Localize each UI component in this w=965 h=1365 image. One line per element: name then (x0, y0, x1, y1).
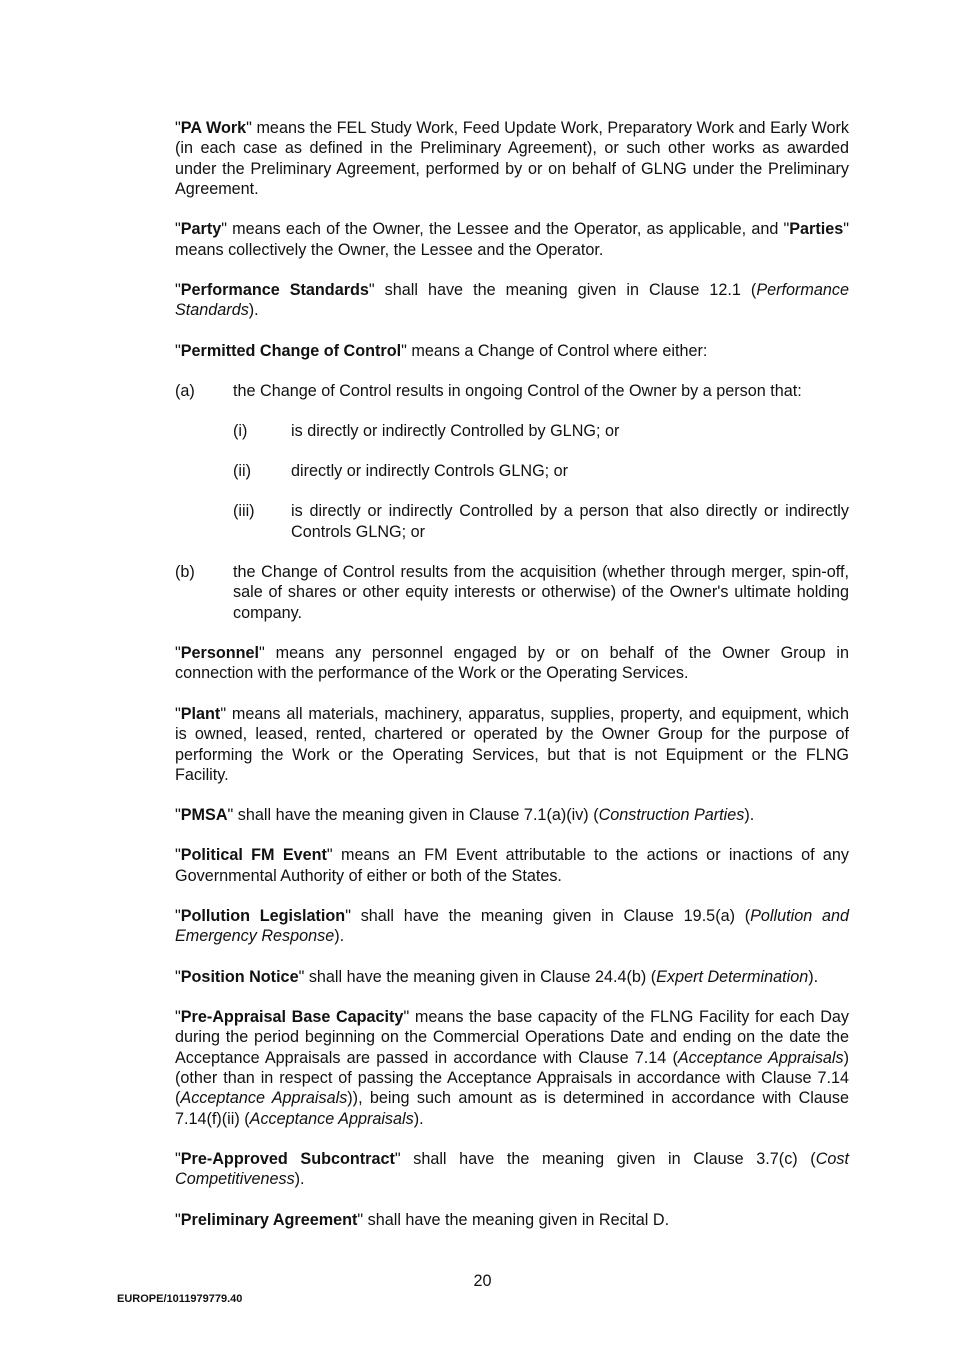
definition-preliminary-agreement: "Preliminary Agreement" shall have the meaning given in Recital D. (175, 1210, 670, 1229)
list-label: (a) (175, 381, 195, 400)
defined-term: Pre-Appraisal Base Capacity (180, 1007, 404, 1026)
clause-reference: Acceptance Appraisals (677, 1048, 844, 1067)
definition-performance-standards: "Performance Standards" shall have the meaning given in Clause 12.1 (Performance Standards). (175, 281, 849, 320)
definition-permitted-change-of-control: "Permitted Change of Control" means a Change of Control where either: (175, 341, 708, 360)
document-reference: EUROPE/1011979779.40 (117, 1293, 243, 1305)
defined-term: Performance Standards (180, 281, 369, 300)
list-item-a (175, 381, 849, 401)
defined-term: Political FM Event (180, 846, 327, 865)
defined-term: PMSA (180, 806, 228, 825)
definition-pollution-legislation: "Pollution Legislation" shall have the meaning given in Clause 19.5(a) (Pollution and Emergency Response). (175, 906, 849, 946)
definition-pa-work: "PA Work" means the FEL Study Work, Feed Update Work, Preparatory Work and Early Work (in each case as defined in the Preliminary Agreement), or such other works as awarded under the Preliminary Agreement, performed by or on behalf of GLNG under the Preliminary Agreement. (175, 119, 849, 199)
clause-reference: Construction Parties (598, 806, 745, 825)
list-label: (b) (175, 563, 195, 582)
clause-reference: Performance Standards (175, 281, 849, 320)
list-label: (iii) (233, 502, 255, 521)
list-text: the Change of Control results from the acquisition (whether through merger, spin-off, sale of shares or other equity interests or otherwise) of the Owner's ultimate holding company. (233, 563, 849, 622)
list-item-ii (233, 461, 849, 481)
list-text: directly or indirectly Controls GLNG; or (291, 462, 569, 481)
defined-term: Party (180, 220, 222, 239)
clause-reference: Cost Competitiveness (175, 1149, 849, 1189)
definition-party: "Party" means each of the Owner, the Lessee and the Operator, as applicable, and "Parties" means collectively the Owner, the Lessee and the Operator. (175, 220, 849, 259)
defined-term: Preliminary Agreement (180, 1210, 358, 1229)
list-item-iii (233, 501, 849, 542)
document-body (175, 118, 849, 1250)
list-label: (ii) (233, 462, 251, 481)
definition-position-notice: "Position Notice" shall have the meaning given in Clause 24.4(b) (Expert Determination). (175, 967, 819, 986)
definition-pre-appraisal-base-capacity: "Pre-Appraisal Base Capacity" means the base capacity of the FLNG Facility for each Day during the period beginning on the Commercial Operations Date and ending on the date the Acceptance Appraisals are passed in accordance with Clause 7.14 (Acceptance Appraisals) (other than in respect of passing the Acceptance Appraisals in accordance with Clause 7.14 (Acceptance Appraisals)), being such amount as is determined in accordance with Clause 7.14(f)(ii) (Acceptance Appraisals). (175, 1007, 849, 1128)
list-item-i (233, 421, 849, 441)
page-number: 20 (473, 1272, 492, 1290)
definition-plant: "Plant" means all materials, machinery, apparatus, supplies, property, and equipment, which is owned, leased, rented, chartered or operated by the Owner Group for the purpose of performing the Work or the Operating Services, but that is not Equipment or the FLNG Facility. (175, 704, 849, 784)
clause-reference: Expert Determination (656, 967, 809, 986)
clause-reference: Acceptance Appraisals (249, 1109, 414, 1128)
definition-personnel: "Personnel" means any personnel engaged by or on behalf of the Owner Group in connection with the performance of the Work or the Operating Services. (175, 644, 849, 683)
defined-term: Personnel (180, 644, 260, 663)
defined-term: Position Notice (180, 967, 299, 986)
defined-term: Plant (180, 704, 221, 723)
clause-reference: Pollution and Emergency Response (175, 906, 849, 946)
defined-term: Pre-Approved Subcontract (180, 1149, 395, 1168)
list-text: is directly or indirectly Controlled by GLNG; or (291, 422, 620, 441)
list-item-b (175, 562, 849, 623)
definition-pre-approved-subcontract: "Pre-Approved Subcontract" shall have the meaning given in Clause 3.7(c) (Cost Competitiveness). (175, 1149, 849, 1189)
definition-pmsa: "PMSA" shall have the meaning given in Clause 7.1(a)(iv) (Construction Parties). (175, 806, 755, 825)
defined-term: PA Work (180, 119, 247, 137)
definition-political-fm-event: "Political FM Event" means an FM Event attributable to the actions or inactions of any Governmental Authority of either or both of the States. (175, 846, 849, 885)
clause-reference: Acceptance Appraisals (180, 1089, 348, 1108)
defined-term: Pollution Legislation (180, 906, 346, 925)
list-text: is directly or indirectly Controlled by a person that also directly or indirectly Controls GLNG; or (291, 502, 849, 541)
defined-term: Permitted Change of Control (180, 341, 402, 360)
defined-term: Parties (789, 220, 844, 239)
list-text: the Change of Control results in ongoing Control of the Owner by a person that: (233, 381, 802, 400)
list-label: (i) (233, 422, 248, 441)
